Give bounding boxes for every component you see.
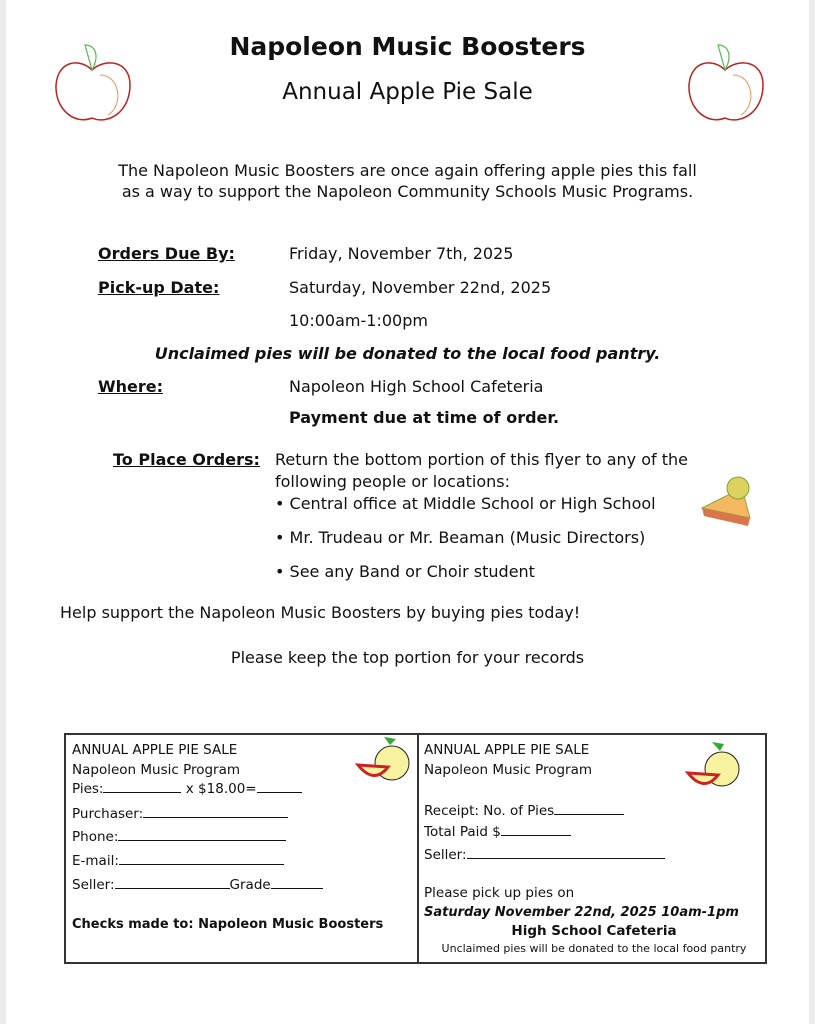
- email-field[interactable]: [72, 852, 284, 869]
- receipt-seller-field[interactable]: [424, 846, 665, 863]
- where-label: Where:: [98, 377, 164, 396]
- support-message: Help support the Napoleon Music Boosters by buying pies today!: [60, 603, 581, 622]
- bullet-text: Mr. Trudeau or Mr. Beaman (Music Directors): [289, 528, 646, 547]
- page-subtitle: Annual Apple Pie Sale: [282, 79, 533, 105]
- order-location-item: • Central office at Middle School or High School: [275, 494, 656, 513]
- apple-slice-icon: [354, 735, 414, 790]
- pickup-location: High School Cafeteria: [511, 923, 677, 939]
- place-orders-text: Return the bottom portion of this flyer to any of the: [275, 450, 688, 469]
- payment-note: Payment due at time of order.: [289, 408, 560, 427]
- order-location-item: • Mr. Trudeau or Mr. Beaman (Music Directors): [275, 528, 646, 547]
- pickup-note: Please pick up pies on: [424, 885, 575, 901]
- checks-note: Checks made to: Napoleon Music Boosters: [72, 917, 384, 932]
- page-edge-left: [0, 0, 6, 1024]
- page-edge-right: [809, 0, 815, 1024]
- orders-due-label: Orders Due By:: [98, 244, 235, 263]
- order-location-item: • See any Band or Choir student: [275, 562, 535, 581]
- form-title: ANNUAL APPLE PIE SALE: [72, 742, 238, 758]
- order-form: [64, 733, 767, 964]
- where-value: Napoleon High School Cafeteria: [289, 377, 544, 396]
- intro-line: as a way to support the Napoleon Community Schools Music Programs.: [121, 182, 694, 201]
- phone-field[interactable]: [72, 828, 286, 845]
- pickup-date: Saturday November 22nd, 2025 10am-1pm: [424, 905, 739, 920]
- apple-pie-icon: [698, 470, 758, 532]
- price-label: x $18.00=: [185, 781, 257, 797]
- place-orders-label: To Place Orders:: [113, 450, 260, 469]
- pickup-label: Pick-up Date:: [98, 278, 220, 297]
- form-program: Napoleon Music Program: [424, 762, 593, 778]
- total-paid-label: Total Paid $: [424, 824, 501, 840]
- receipt-label: Receipt: No. of Pies: [424, 803, 555, 819]
- purchaser-label: Purchaser:: [72, 806, 144, 822]
- pickup-time: 10:00am-1:00pm: [289, 311, 428, 330]
- pies-label: Pies:: [72, 781, 104, 797]
- receipt-field[interactable]: [424, 802, 624, 819]
- email-label: E-mail:: [72, 853, 119, 869]
- form-program: Napoleon Music Program: [72, 762, 241, 778]
- apple-slice-icon: [684, 739, 744, 799]
- pickup-value: Saturday, November 22nd, 2025: [289, 278, 552, 297]
- page-title: Napoleon Music Boosters: [229, 32, 586, 61]
- bullet-text: Central office at Middle School or High School: [289, 494, 656, 513]
- total-paid-field[interactable]: [424, 823, 571, 840]
- keep-top-note: Please keep the top portion for your records: [230, 648, 585, 667]
- seller-field[interactable]: [72, 876, 323, 893]
- unclaimed-note: Unclaimed pies will be donated to the local food pantry.: [154, 344, 661, 363]
- seller-label: Seller:: [72, 877, 115, 893]
- bullet-text: See any Band or Choir student: [289, 562, 535, 581]
- unclaimed-note-small: Unclaimed pies will be donated to the local food pantry: [441, 942, 747, 955]
- orders-due-value: Friday, November 7th, 2025: [289, 244, 514, 263]
- place-orders-text: following people or locations:: [275, 472, 510, 491]
- seller-label: Seller:: [424, 847, 467, 863]
- intro-line: The Napoleon Music Boosters are once again offering apple pies this fall: [118, 161, 697, 180]
- phone-label: Phone:: [72, 829, 119, 845]
- purchaser-field[interactable]: [72, 805, 288, 822]
- grade-label: Grade: [229, 877, 271, 893]
- form-title: ANNUAL APPLE PIE SALE: [424, 742, 590, 758]
- pies-field[interactable]: [72, 780, 302, 797]
